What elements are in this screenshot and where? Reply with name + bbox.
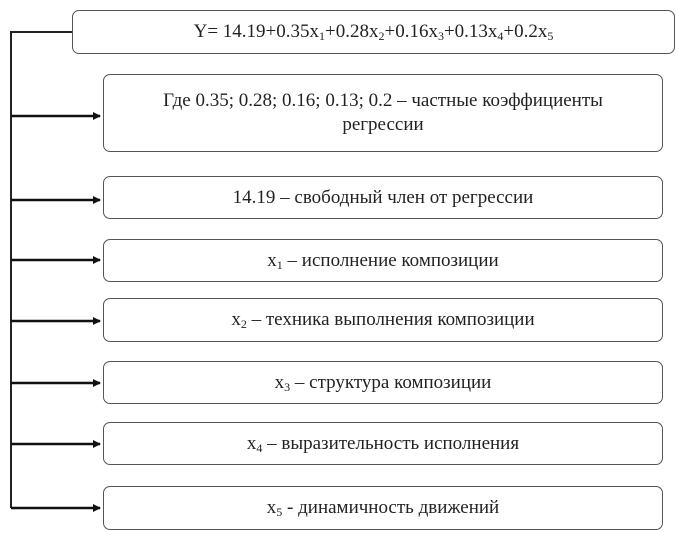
variable-description: – выразительность исполнения — [262, 432, 520, 454]
variable-description: – исполнение композиции — [282, 249, 499, 271]
equation-part: +0.28x — [325, 21, 379, 42]
variable-symbol: x — [266, 497, 277, 518]
variable-subscript: 2 — [240, 317, 247, 331]
equation-part: +0.16x — [384, 21, 438, 42]
variable-subscript: 3 — [284, 379, 291, 394]
regression-equation-box — [72, 10, 675, 54]
equation-subscript: 2 — [378, 29, 385, 43]
variable-symbol: x — [246, 432, 257, 454]
variable-symbol: x — [267, 249, 277, 271]
variable-subscript: 4 — [256, 440, 263, 455]
variable-subscript: 5 — [276, 505, 283, 519]
trunk-top-connector — [11, 32, 72, 508]
coefficients-note-box — [103, 74, 663, 152]
variable-symbol: x — [274, 371, 285, 393]
variable-x4-label — [247, 432, 519, 456]
variable-x5-label — [267, 496, 499, 520]
equation-part: Y= 14.19+0.35x — [193, 21, 320, 42]
intercept-box — [103, 176, 663, 219]
variable-symbol: x — [231, 309, 241, 330]
equation-subscript: 4 — [497, 29, 504, 43]
equation-subscript: 5 — [547, 29, 554, 43]
variable-x3-label — [275, 371, 492, 395]
intercept-text: 14.19 – свободный член от регрессии — [232, 186, 534, 208]
variable-x2-label — [231, 308, 534, 332]
variable-x5-box — [103, 486, 663, 530]
coefficients-note: Где 0.35; 0.28; 0.16; 0.13; 0.2 – частные коэффициенты регрессии — [163, 90, 603, 135]
variable-description: – структура композиции — [290, 371, 492, 393]
equation-part: +0.2x — [503, 21, 548, 42]
variable-description: - динамичность движений — [282, 497, 500, 518]
variable-subscript: 1 — [276, 257, 283, 272]
equation-subscript: 3 — [437, 29, 444, 43]
variable-description: – техника выполнения композиции — [246, 309, 535, 330]
equation-part: +0.13x — [443, 21, 498, 42]
equation-subscript: 1 — [319, 29, 326, 43]
variable-x1-box — [103, 239, 663, 282]
regression-equation — [194, 20, 554, 44]
variable-x3-box — [103, 361, 663, 404]
variable-x1-label — [267, 249, 498, 273]
variable-x2-box — [103, 298, 663, 342]
variable-x4-box — [103, 422, 663, 465]
